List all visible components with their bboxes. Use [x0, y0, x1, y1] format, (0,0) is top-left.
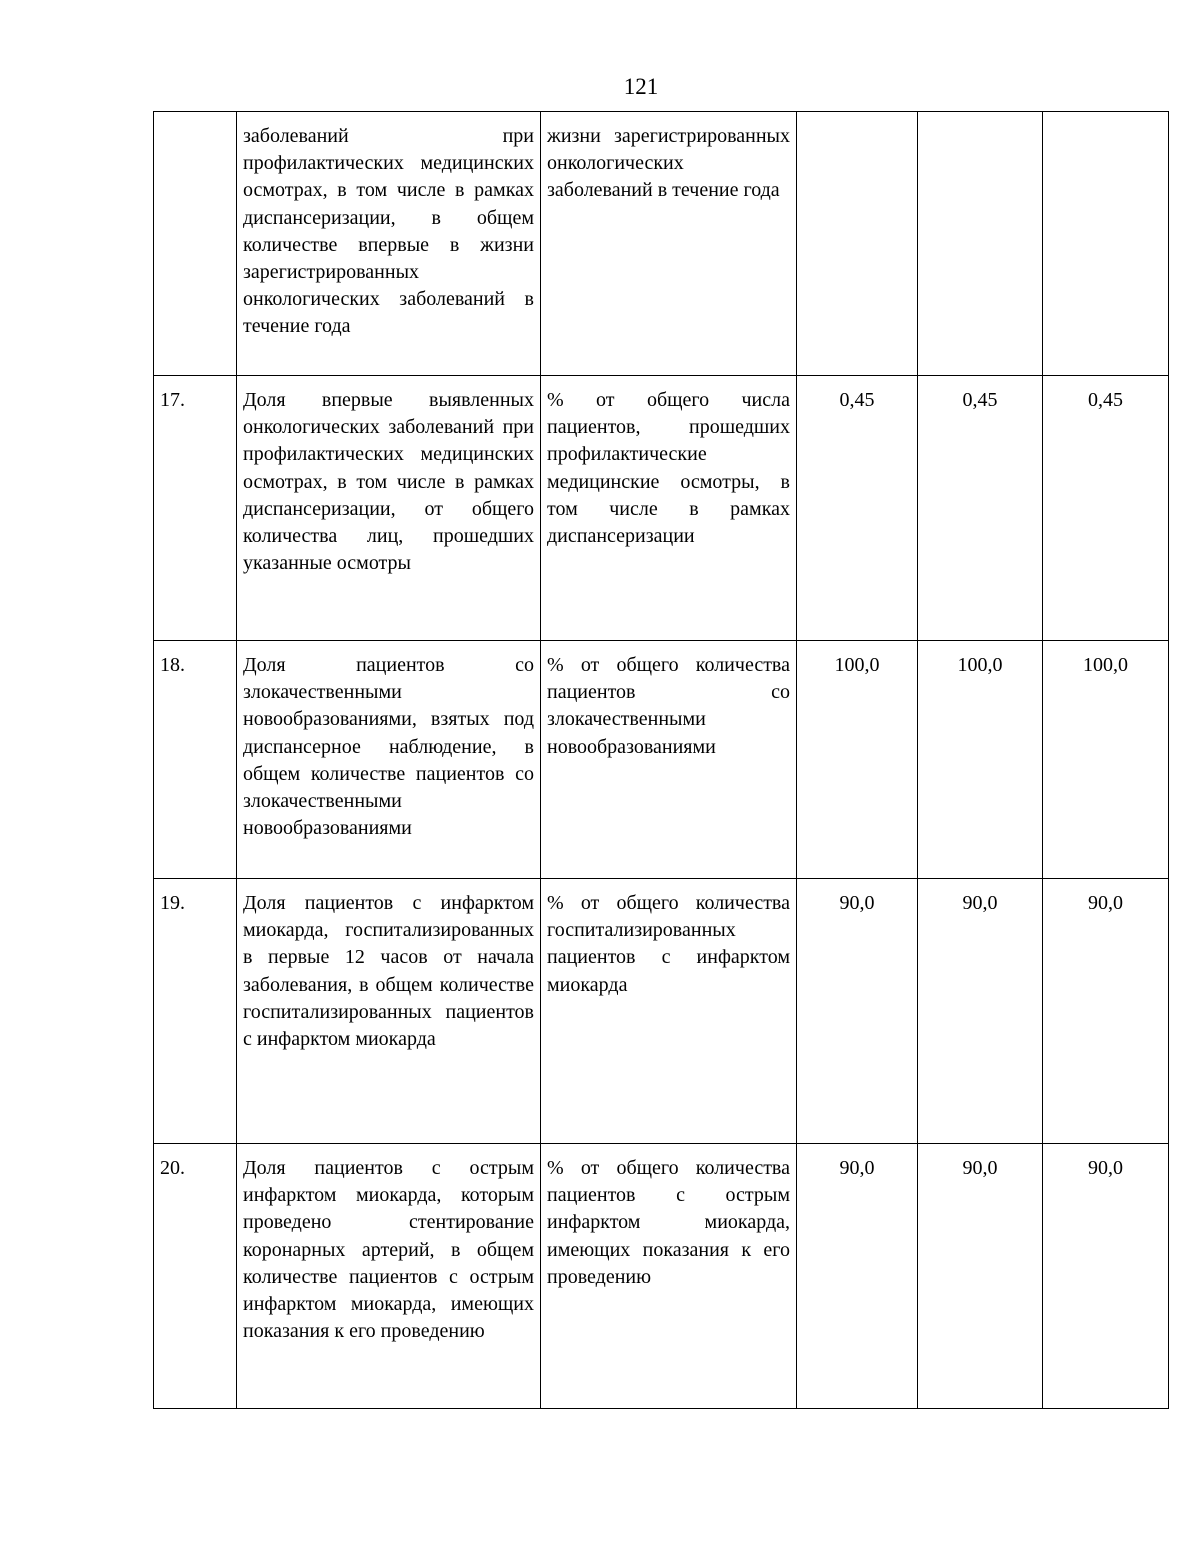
- row-number: 20.: [154, 1144, 237, 1409]
- value-year-1: 90,0: [797, 879, 918, 1144]
- indicator-name: заболеваний при профилактических медицинских осмотрах, в том числе в рамках диспансеризации, в общем количестве впервые в жизни зарегистрированных онкологических заболеваний в течение года: [237, 112, 541, 376]
- indicator-unit: % от общего количества пациентов с острым инфарктом миокарда, имеющих показания к его проведению: [541, 1144, 797, 1409]
- value-year-1: 100,0: [797, 641, 918, 879]
- indicator-unit: % от общего количества госпитализированных пациентов с инфарктом миокарда: [541, 879, 797, 1144]
- page-number: 121: [623, 74, 659, 99]
- value-year-2: [918, 112, 1043, 376]
- table-row: [154, 376, 1169, 641]
- value-year-1: [797, 112, 918, 376]
- value-year-3: 90,0: [1043, 879, 1169, 1144]
- indicator-name: Доля пациентов с инфарктом миокарда, госпитализированных в первые 12 часов от начала заболевания, в общем количестве госпитализированных пациентов с инфарктом миокарда: [237, 879, 541, 1144]
- value-year-2: 0,45: [918, 376, 1043, 641]
- value-year-2: 90,0: [918, 879, 1043, 1144]
- table-row: [154, 641, 1169, 879]
- value-year-3: [1043, 112, 1169, 376]
- indicator-unit: жизни зарегистрированных онкологических заболеваний в течение года: [541, 112, 797, 376]
- indicator-name: Доля впервые выявленных онкологических заболеваний при профилактических медицинских осмотрах, в том числе в рамках диспансеризации, от общего количества лиц, прошедших указанные осмотры: [237, 376, 541, 641]
- value-year-3: 0,45: [1043, 376, 1169, 641]
- row-number: 18.: [154, 641, 237, 879]
- row-number: 17.: [154, 376, 237, 641]
- indicator-unit: % от общего количества пациентов со злокачественными новообразованиями: [541, 641, 797, 879]
- table-row: [154, 879, 1169, 1144]
- value-year-2: 90,0: [918, 1144, 1043, 1409]
- value-year-1: 90,0: [797, 1144, 918, 1409]
- indicator-name: Доля пациентов с острым инфарктом миокарда, которым проведено стентирование коронарных артерий, в общем количестве пациентов с острым инфарктом миокарда, имеющих показания к его проведению: [237, 1144, 541, 1409]
- value-year-3: 100,0: [1043, 641, 1169, 879]
- indicator-unit: % от общего числа пациентов, прошедших профилактические медицинские осмотры, в том числе в рамках диспансеризации: [541, 376, 797, 641]
- value-year-2: 100,0: [918, 641, 1043, 879]
- row-number: [154, 112, 237, 376]
- indicator-name: Доля пациентов со злокачественными новообразованиями, взятых под диспансерное наблюдение, в общем количестве пациентов со злокачественными новообразованиями: [237, 641, 541, 879]
- value-year-1: 0,45: [797, 376, 918, 641]
- row-number: 19.: [154, 879, 237, 1144]
- indicators-table: [153, 111, 1169, 1409]
- value-year-3: 90,0: [1043, 1144, 1169, 1409]
- table-row: [154, 112, 1169, 376]
- table-row: [154, 1144, 1169, 1409]
